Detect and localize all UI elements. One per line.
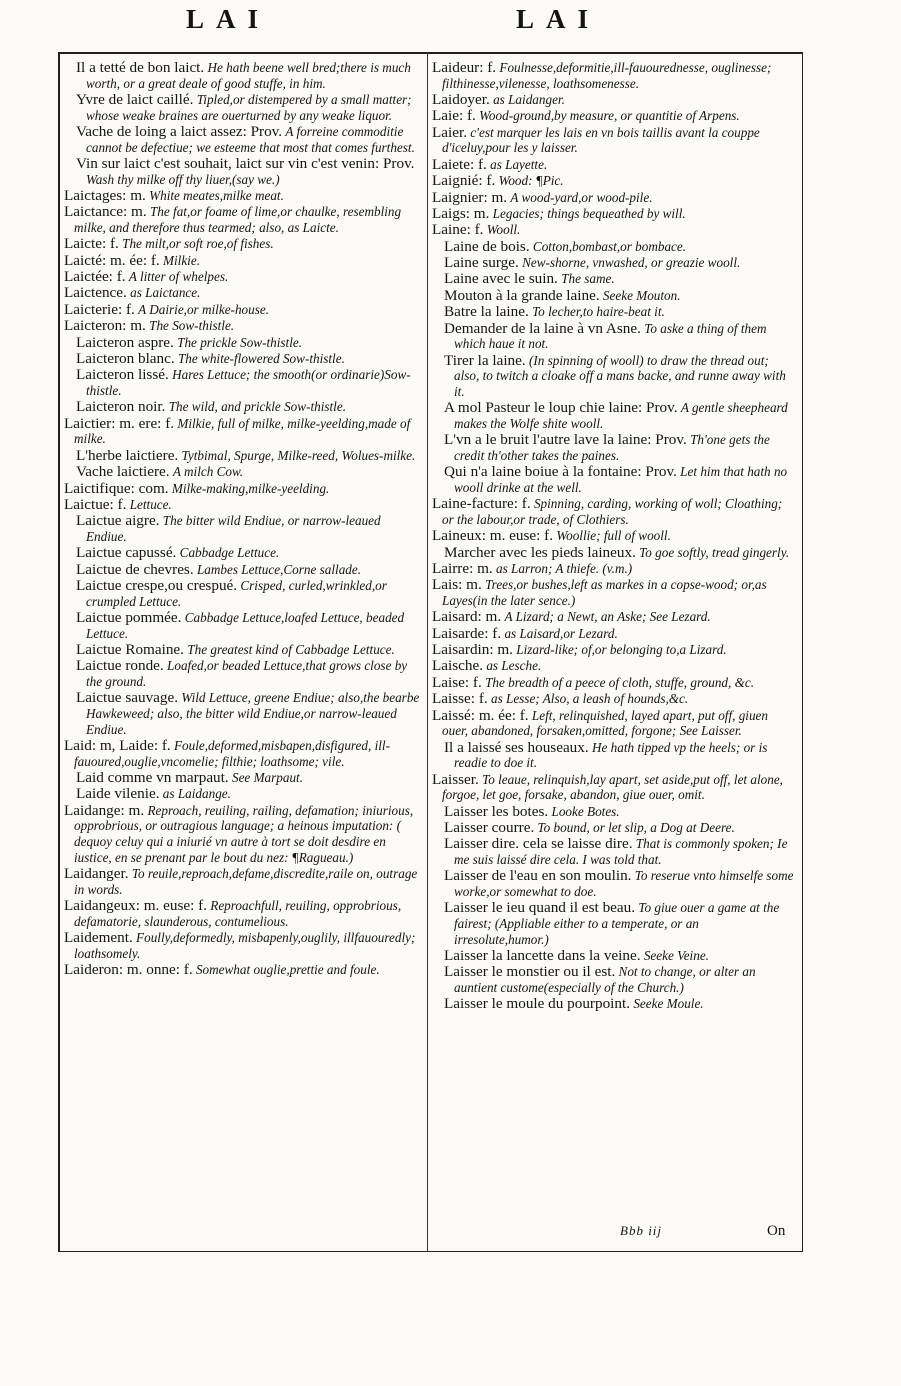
entry-definition: A litter of whelpes. [128, 269, 229, 285]
entry-headword: Laisser les botes. [444, 802, 549, 820]
dictionary-entry [64, 898, 420, 929]
entry-headword: Laisse: f. [432, 690, 488, 708]
entry-definition: To bound, or let slip, a Dog at Deere. [537, 820, 735, 835]
dictionary-entry [432, 772, 796, 803]
dictionary-entry [432, 432, 796, 463]
entry-definition: Seeke Moule. [633, 996, 704, 1012]
entry-definition: Tipled,or distempered by a small matter; whose weake braines are ouerturned by any weake liquor. [86, 91, 412, 123]
entry-definition: Reproachfull, reuiling, opprobrious, defamatorie, slaunderous, contumelious. [74, 897, 402, 929]
entry-definition: The breadth of a peece of cloth, stuffe, ground, &c. [485, 674, 755, 690]
dictionary-entry [432, 496, 796, 527]
entry-headword: Laidanger. [64, 864, 129, 882]
entry-definition: The wild, and prickle Sow-thistle. [168, 399, 346, 415]
entry-headword: Laisser la lancette dans la veine. [444, 946, 641, 964]
dictionary-entry [64, 642, 420, 658]
entry-headword: Laissé: m. ée: f. [432, 706, 529, 724]
entry-definition: Trees,or bushes,left as markes in a copse-wood; or,as Layes(in the later sence.) [442, 577, 767, 608]
entry-headword: Laicte: f. [64, 235, 119, 253]
dictionary-entry [64, 302, 420, 318]
entry-definition: Wooll. [486, 222, 521, 238]
entry-definition: Cotton,bombast,or bombace. [532, 238, 687, 254]
dictionary-entry [64, 236, 420, 252]
entry-headword: Laicterie: f. [64, 300, 135, 318]
entry-headword: Laisser. [432, 770, 479, 788]
entry-headword: Laideur: f. [432, 59, 497, 76]
entry-headword: Laictue aigre. [76, 512, 160, 530]
dictionary-entry [432, 996, 796, 1012]
entry-definition: To aske a thing of them which haue it not. [454, 320, 767, 352]
entry-headword: Laignier: m. [432, 188, 508, 206]
dictionary-entry [64, 481, 420, 497]
dictionary-entry [64, 367, 420, 398]
entry-definition: Left, relinquished, layed apart, put off, giuen ouer, abandoned, forsaken,omitted, forgone; See Laisser. [442, 707, 769, 739]
dictionary-entry [64, 335, 420, 351]
entry-headword: Laictifique: com. [64, 479, 169, 497]
dictionary-entry [64, 610, 420, 641]
entry-definition: The prickle Sow-thistle. [177, 334, 303, 350]
entry-headword: Laictence. [64, 284, 127, 302]
entry-definition: c'est marquer les lais en vn bois taillis avant la couppe d'iceluy,pour les y laisser. [442, 124, 760, 156]
entry-definition: Cabbadge Lettuce. [179, 545, 280, 561]
entry-headword: Laictue crespe,ou crespué. [76, 577, 238, 595]
dictionary-entry [64, 658, 420, 689]
dictionary-entry [432, 948, 796, 964]
dictionary-entry [432, 255, 796, 271]
entry-definition: The same. [561, 271, 615, 287]
entry-headword: Laisser le ieu quand il est beau. [444, 899, 636, 917]
dictionary-entry [432, 658, 796, 674]
entry-definition: Loafed,or beaded Lettuce,that grows close by the ground. [86, 658, 408, 690]
entry-definition: Looke Botes. [551, 803, 620, 819]
entry-definition: Let him that hath no wooll drinke at the well. [454, 464, 788, 495]
entry-headword: Laisser courre. [444, 819, 535, 836]
dictionary-entry [432, 239, 796, 255]
dictionary-entry [64, 124, 420, 155]
entry-headword: Laine de bois. [444, 237, 530, 255]
entry-definition: Wood-ground,by measure, or quantitie of Arpens. [479, 108, 740, 124]
entry-headword: Laie: f. [432, 107, 476, 125]
entry-definition: The fat,or foame of lime,or chaulke, resembling milke, and therefore thus tearmed; also, as Laicte. [74, 204, 402, 235]
entry-headword: Tirer la laine. [444, 351, 526, 369]
entry-definition: See Marpaut. [231, 770, 304, 786]
dictionary-entry [64, 60, 420, 91]
entry-headword: Laictue ronde. [76, 657, 164, 675]
dictionary-entry [432, 675, 796, 691]
entry-headword: Laignié: f. [432, 172, 496, 190]
entry-headword: L'vn a le bruit l'autre lave la laine: Prov. [444, 431, 687, 449]
entry-definition: Somewhat ouglie,prettie and foule. [195, 961, 380, 977]
entry-definition: Seeke Veine. [643, 947, 709, 963]
entry-headword: Laictée: f. [64, 268, 126, 286]
entry-headword: Mouton à la grande laine. [444, 286, 600, 304]
entry-headword: Laideron: m. onne: f. [64, 960, 193, 978]
entry-definition: White meates,milke meat. [149, 187, 284, 203]
dictionary-entry [64, 562, 420, 578]
dictionary-entry [432, 271, 796, 287]
entry-headword: Il a tetté de bon laict. [76, 59, 205, 76]
dictionary-entry [432, 222, 796, 238]
dictionary-entry [64, 464, 420, 480]
dictionary-entry [64, 545, 420, 561]
entry-headword: Laisarde: f. [432, 624, 502, 642]
entry-definition: as Laidanger. [493, 91, 565, 107]
entry-headword: Laictue Romaine. [76, 641, 184, 659]
entry-definition: The Sow-thistle. [149, 318, 235, 334]
entry-headword: Laid: m, Laide: f. [64, 737, 171, 755]
entry-headword: Vache laictiere. [76, 463, 170, 481]
entry-headword: Laicté: m. ée: f. [64, 251, 160, 269]
entry-definition: as Laidange. [162, 786, 231, 802]
entry-definition: A milch Cow. [172, 464, 244, 480]
dictionary-entry [432, 157, 796, 173]
dictionary-entry [64, 866, 420, 897]
entry-definition: Reproach, reuiling, railing, defamation; iniurious, opprobrious, or outragious language; a heinous imputation: ( dequoy celuy qui a iniurié vn autre à tort se doit desdire en iustice, en se prenant par le bout du nez: ¶Ragueau.) [74, 802, 414, 865]
dictionary-entry [432, 708, 796, 739]
dictionary-entry [64, 416, 420, 447]
entry-headword: Laicteron noir. [76, 398, 166, 416]
dictionary-entry [432, 577, 796, 608]
dictionary-entry [432, 528, 796, 544]
dictionary-entry [64, 92, 420, 123]
entry-headword: Laische. [432, 657, 484, 675]
dictionary-entry [432, 868, 796, 899]
entry-headword: Laisser le monstier ou il est. [444, 963, 616, 981]
dictionary-entry [432, 740, 796, 771]
dictionary-entry [64, 803, 420, 865]
dictionary-entry [64, 253, 420, 269]
entry-definition: Foully,deformedly, misbapenly,ouglily, illfauouredly; loathsomely. [74, 929, 416, 961]
entry-definition: as Laisard,or Lezard. [504, 625, 618, 641]
dictionary-entry [432, 92, 796, 108]
dictionary-entry [432, 464, 796, 495]
entry-definition: Foule,deformed,misbapen,disfigured, ill-fauoured,ouglie,vncomelie; filthie; loathsome; vile. [74, 738, 390, 769]
entry-headword: Laiete: f. [432, 155, 487, 173]
dictionary-entry [64, 690, 420, 737]
entry-headword: A mol Pasteur le loup chie laine: Prov. [444, 399, 678, 417]
dictionary-entry [64, 285, 420, 301]
entry-definition: To giue ouer a game at the fairest; (Appliable either to a temperate, or an irresolute,humor.) [454, 900, 780, 947]
entry-headword: Lais: m. [432, 576, 482, 594]
dictionary-entry [64, 497, 420, 513]
entry-headword: Vache de loing a laict assez: Prov. [76, 122, 283, 140]
entry-definition: Spinning, carding, working of woll; Cloathing; or the labour,or trade, of Clothiers. [442, 496, 783, 527]
entry-headword: Laide vilenie. [76, 785, 160, 803]
dictionary-entry [64, 770, 420, 786]
running-head-left: LAI [186, 4, 271, 34]
entry-definition: Lettuce. [129, 496, 172, 512]
entry-headword: Laictages: m. [64, 186, 146, 204]
entry-definition: A Lizard; a Newt, an Aske; See Lezard. [504, 609, 711, 625]
entry-definition: Wood: ¶Pic. [498, 173, 564, 189]
entry-headword: Laisser dire. cela se laisse dire. [444, 835, 633, 853]
entry-definition: To reserue vnto himselfe some worke,or somewhat to doe. [454, 868, 794, 899]
entry-definition: as Laictance. [130, 285, 201, 301]
entry-definition: The milt,or soft roe,of fishes. [122, 236, 274, 252]
entry-headword: Laicteron aspre. [76, 333, 174, 351]
dictionary-entry [64, 578, 420, 609]
entry-definition: Woollie; full of wooll. [556, 528, 671, 544]
signature-mark: Bbb iij [620, 1223, 663, 1238]
dictionary-entry [432, 964, 796, 995]
entry-definition: Lambes Lettuce,Corne sallade. [196, 561, 362, 577]
dictionary-entry [64, 156, 420, 187]
entry-headword: Laictue sauvage. [76, 689, 179, 707]
entry-headword: Laicteron lissé. [76, 366, 169, 384]
entry-definition: as Lesche. [486, 658, 542, 674]
entry-definition: To reuile,reproach,defame,discredite,raile on, outrage in words. [74, 865, 418, 897]
dictionary-entry [64, 318, 420, 334]
entry-headword: Laictier: m. ere: f. [64, 414, 175, 432]
dictionary-entry [64, 513, 420, 544]
entry-headword: Vin sur laict c'est souhait, laict sur vin c'est venin: Prov. [76, 154, 415, 172]
entry-headword: Qui n'a laine boiue à la fontaine: Prov. [444, 463, 677, 481]
dictionary-entry [64, 204, 420, 235]
entry-headword: Laidoyer. [432, 90, 490, 108]
dictionary-entry [432, 60, 796, 91]
entry-definition: Th'one gets the credit th'other takes the paines. [454, 432, 770, 463]
entry-definition: Tytbimal, Spurge, Milke-reed, Wolues-milke. [181, 447, 416, 463]
dictionary-entry [432, 400, 796, 431]
dictionary-entry [432, 206, 796, 222]
entry-definition: Wild Lettuce, greene Endiue; also,the bearbe Hawkeweed; also, the bitter wild Endiue,or narrow-leaued Endiue. [86, 690, 420, 737]
entry-headword: Marcher avec les pieds laineux. [444, 543, 636, 561]
entry-headword: Laid comme vn marpaut. [76, 769, 229, 787]
entry-headword: Laictue: f. [64, 495, 127, 513]
entry-definition: The bitter wild Endiue, or narrow-leaued Endiue. [86, 513, 381, 544]
entry-definition: A wood-yard,or wood-pile. [510, 189, 653, 205]
dictionary-entry [432, 173, 796, 189]
entry-headword: Laictance: m. [64, 203, 147, 221]
entry-headword: Lairre: m. [432, 559, 493, 577]
entry-headword: Laicteron: m. [64, 317, 146, 335]
entry-headword: Laisard: m. [432, 608, 502, 626]
column-rule [427, 52, 428, 1252]
entry-headword: Demander de la laine à vn Asne. [444, 319, 641, 337]
entry-definition: To lecher,to haire-beat it. [532, 304, 665, 320]
dictionary-entry [432, 561, 796, 577]
catchword: On [767, 1223, 786, 1239]
entry-definition: A Dairie,or milke-house. [138, 301, 270, 317]
entry-headword: Laine surge. [444, 254, 519, 272]
dictionary-entry [64, 188, 420, 204]
entry-definition: That is commonly spoken; Ie me suis laissé dire cela. I was told that. [454, 836, 788, 867]
entry-headword: Laisser de l'eau en son moulin. [444, 867, 632, 885]
entry-headword: Laisser le moule du pourpoint. [444, 995, 631, 1013]
entry-definition: Wash thy milke off thy liuer,(say we.) [86, 171, 280, 187]
dictionary-entry [432, 642, 796, 658]
dictionary-entry [64, 786, 420, 802]
right-column [432, 60, 796, 1013]
entry-definition: Foulnesse,deformitie,ill-fauourednesse, ouglinesse; filthinesse,vilenesse, loathsomenesse. [442, 60, 772, 91]
entry-definition: Seeke Mouton. [602, 287, 681, 303]
dictionary-entry [432, 125, 796, 156]
dictionary-entry [64, 930, 420, 961]
entry-headword: Laier. [432, 123, 467, 141]
dictionary-entry [64, 269, 420, 285]
dictionary-entry [432, 626, 796, 642]
entry-headword: Il a laissé ses houseaux. [444, 738, 589, 756]
entry-definition: Cabbadge Lettuce,loafed Lettuce, beaded Lettuce. [86, 610, 405, 641]
dictionary-entry [432, 836, 796, 867]
dictionary-entry [64, 738, 420, 769]
dictionary-entry [432, 609, 796, 625]
dictionary-entry [64, 962, 420, 978]
dictionary-entry [432, 304, 796, 320]
entry-headword: Laidement. [64, 928, 133, 946]
entry-headword: Yvre de laict caillé. [76, 90, 194, 108]
entry-definition: To leaue, relinquish,lay apart, set aside,put off, let alone, forgoe, let goe, forsake, abandon, giue ouer, omit. [442, 771, 783, 803]
entry-definition: as Layette. [490, 156, 548, 172]
entry-headword: Batre la laine. [444, 303, 529, 321]
entry-headword: Laicteron blanc. [76, 350, 175, 368]
running-head-right: LAI [516, 4, 601, 34]
dictionary-entry [64, 399, 420, 415]
entry-definition: A gentle sheepheard makes the Wolfe shite wooll. [454, 400, 788, 431]
dictionary-entry [432, 321, 796, 352]
dictionary-entry [432, 900, 796, 947]
entry-definition: (In spinning of wooll) to draw the thread out; also, to twitch a cloake off a mans backe, and runne away with it. [454, 352, 786, 399]
entry-definition: The white-flowered Sow-thistle. [177, 351, 345, 367]
entry-headword: Laictue pommée. [76, 609, 182, 627]
entry-definition: Crisped, curled,wrinkled,or crumpled Lettuce. [86, 578, 387, 609]
entry-headword: Laisardin: m. [432, 641, 513, 659]
entry-definition: New-shorne, vnwashed, or greazie wooll. [522, 255, 741, 271]
entry-definition: To goe softly, tread gingerly. [639, 544, 790, 560]
entry-definition: Milke-making,milke-yeelding. [171, 480, 330, 496]
dictionary-entry [64, 448, 420, 464]
entry-definition: A forreine commoditie cannot be defectiue; we esteeme that most that comes furthest. [86, 123, 415, 155]
entry-headword: Laine: f. [432, 221, 484, 239]
entry-headword: Laidange: m. [64, 801, 145, 819]
entry-headword: Laigs: m. [432, 204, 490, 222]
entry-definition: He hath tipped vp the heels; or is readie to doe it. [454, 739, 768, 771]
dictionary-entry [432, 820, 796, 836]
dictionary-entry [432, 190, 796, 206]
dictionary-entry [432, 545, 796, 561]
entry-definition: Lizard-like; of,or belonging to,a Lizard. [516, 642, 727, 658]
dictionary-entry [432, 353, 796, 400]
entry-headword: Laictue de chevres. [76, 560, 194, 578]
entry-headword: L'herbe laictiere. [76, 446, 179, 464]
dictionary-entry [432, 288, 796, 304]
entry-headword: Laineux: m. euse: f. [432, 527, 554, 545]
entry-definition: as Lesse; Also, a leash of hounds,&c. [490, 691, 689, 707]
entry-headword: Laise: f. [432, 673, 482, 691]
entry-definition: Legacies; things bequeathed by will. [492, 205, 686, 221]
entry-definition: He hath beene well bred;there is much worth, or a great deale of good stuffe, in him. [86, 60, 411, 91]
entry-definition: Not to change, or alter an auntient custome(especially of the Church.) [454, 964, 756, 995]
entry-definition: The greatest kind of Cabbadge Lettuce. [187, 642, 395, 658]
left-column [64, 60, 420, 978]
entry-definition: Hares Lettuce; the smooth(or ordinarie)Sow-thistle. [86, 367, 411, 399]
dictionary-entry [64, 351, 420, 367]
dictionary-entry [432, 691, 796, 707]
dictionary-entry [432, 804, 796, 820]
dictionary-entry [432, 108, 796, 124]
entry-definition: Milkie, full of milke, milke-yeelding,made of milke. [74, 415, 411, 447]
entry-definition: as Larron; A thiefe. (v.m.) [496, 560, 633, 576]
entry-headword: Laidangeux: m. euse: f. [64, 896, 207, 914]
entry-headword: Laictue capussé. [76, 544, 177, 562]
entry-definition: Milkie. [163, 252, 200, 268]
entry-headword: Laine avec le suin. [444, 270, 558, 288]
entry-headword: Laine-facture: f. [432, 495, 531, 513]
